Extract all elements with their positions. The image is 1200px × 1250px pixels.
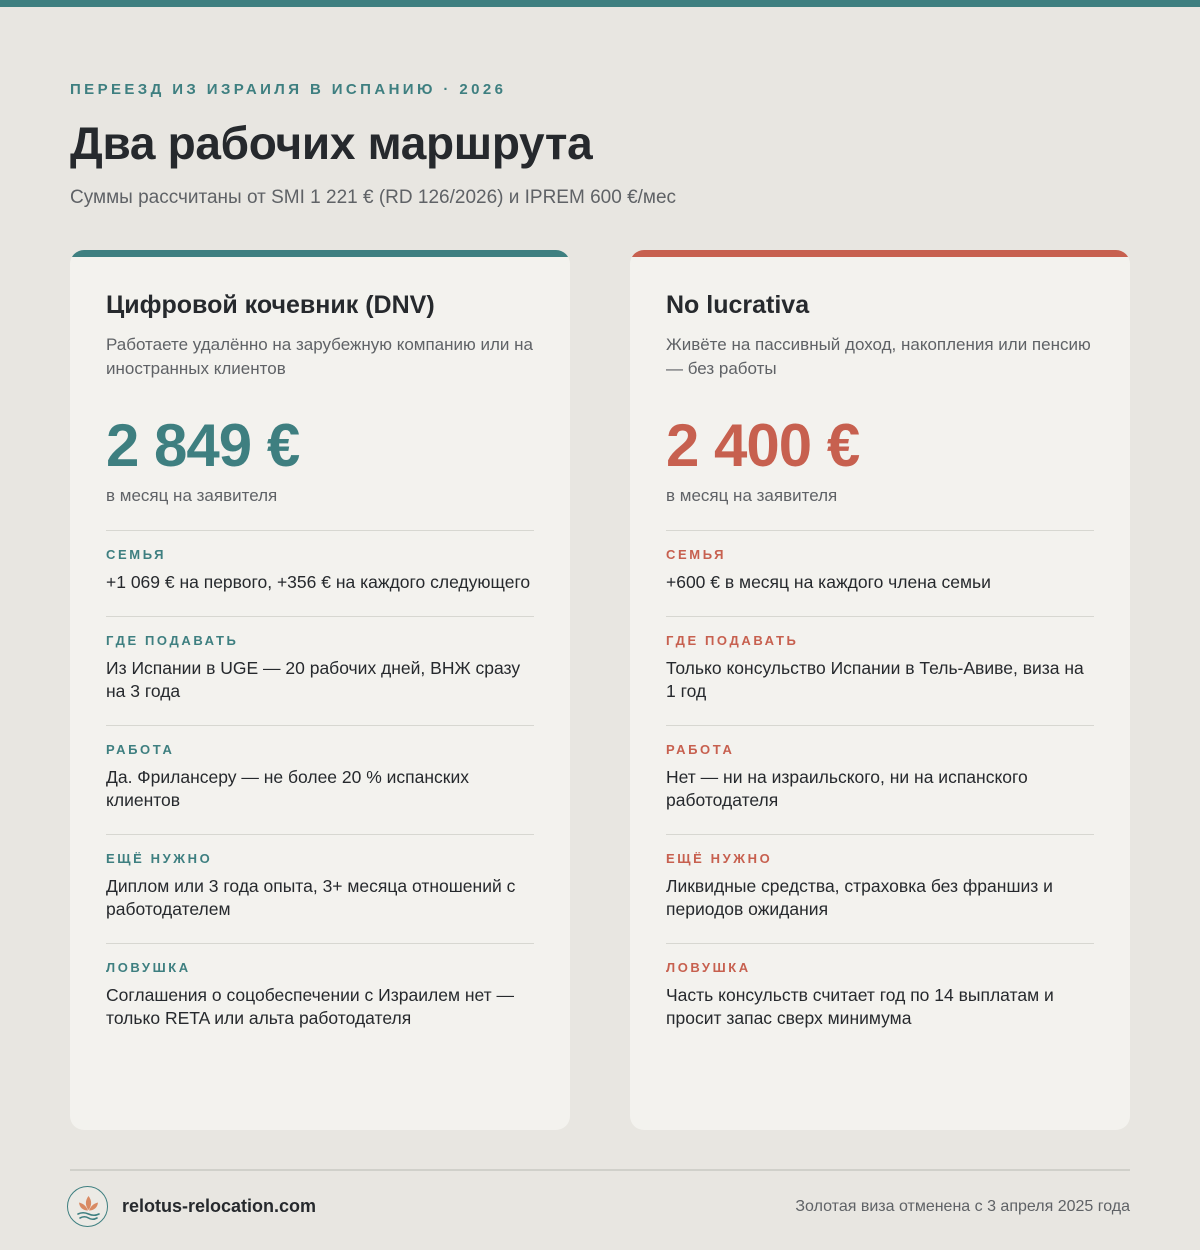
- page-subtitle: Суммы рассчитаны от SMI 1 221 € (RD 126/2026) и IPREM 600 €/мес: [70, 187, 677, 208]
- section-label: ГДЕ ПОДАВАТЬ: [666, 633, 799, 648]
- lotus-icon: [67, 1186, 108, 1227]
- card-dnv: [70, 250, 570, 1130]
- section-where-apply: [106, 616, 534, 725]
- section-text: +600 € в месяц на каждого члена семьи: [666, 572, 991, 592]
- section-text: Из Испании в UGE — 20 рабочих дней, ВНЖ сразу на 3 года: [106, 658, 521, 701]
- card-price-note: в месяц на заявителя: [106, 486, 278, 505]
- section-also-needed: [106, 834, 534, 943]
- section-label: ГДЕ ПОДАВАТЬ: [106, 633, 239, 648]
- section-text: Нет — ни на израильского, ни на испанского работодателя: [666, 767, 1028, 810]
- section-text: Только консульство Испании в Тель-Авиве, виза на 1 год: [666, 658, 1084, 701]
- card-description: Работаете удалённо на зарубежную компанию или на иностранных клиентов: [106, 335, 533, 378]
- section-work: [666, 725, 1094, 834]
- section-family: [106, 530, 534, 616]
- section-trap: [106, 943, 534, 1052]
- site-link[interactable]: relotus-relocation.com: [122, 1196, 317, 1216]
- section-text: +1 069 € на первого, +356 € на каждого следующего: [106, 572, 531, 592]
- section-label: ЛОВУШКА: [666, 960, 751, 975]
- section-text: Да. Фрилансеру — не более 20 % испанских клиентов: [106, 767, 469, 810]
- footer-divider: [70, 1169, 1130, 1171]
- section-work: [106, 725, 534, 834]
- section-label: ЕЩЁ НУЖНО: [106, 851, 213, 866]
- top-accent-bar: [0, 0, 1200, 7]
- card-accent: [630, 250, 1130, 257]
- section-text: Часть консульств считает год по 14 выплатам и просит запас сверх минимума: [666, 985, 1054, 1028]
- section-family: [666, 530, 1094, 616]
- card-no-lucrativa: [630, 250, 1130, 1130]
- footer-note: Золотая виза отменена с 3 апреля 2025 года: [795, 1198, 1130, 1215]
- section-label: ЛОВУШКА: [106, 960, 191, 975]
- card-title: Цифровой кочевник (DNV): [106, 291, 435, 319]
- section-label: СЕМЬЯ: [666, 547, 727, 562]
- card-price: 2 400 €: [666, 412, 860, 479]
- card-description: Живёте на пассивный доход, накопления или пенсию — без работы: [666, 335, 1091, 378]
- card-price-note: в месяц на заявителя: [666, 486, 838, 505]
- section-trap: [666, 943, 1094, 1052]
- card-title: No lucrativa: [666, 291, 810, 319]
- section-text: Диплом или 3 года опыта, 3+ месяца отношений с работодателем: [106, 876, 516, 919]
- section-text: Соглашения о соцобеспечении с Израилем нет — только RETA или альта работодателя: [106, 985, 515, 1028]
- card-price: 2 849 €: [106, 412, 300, 479]
- card-accent: [70, 250, 570, 257]
- section-also-needed: [666, 834, 1094, 943]
- section-where-apply: [666, 616, 1094, 725]
- page-title: Два рабочих маршрута: [70, 117, 593, 169]
- section-label: РАБОТА: [666, 742, 735, 757]
- section-label: РАБОТА: [106, 742, 175, 757]
- section-label: ЕЩЁ НУЖНО: [666, 851, 773, 866]
- eyebrow: ПЕРЕЕЗД ИЗ ИЗРАИЛЯ В ИСПАНИЮ · 2026: [70, 81, 507, 98]
- section-text: Ликвидные средства, страховка без франшиз и периодов ожидания: [666, 876, 1053, 919]
- section-label: СЕМЬЯ: [106, 547, 167, 562]
